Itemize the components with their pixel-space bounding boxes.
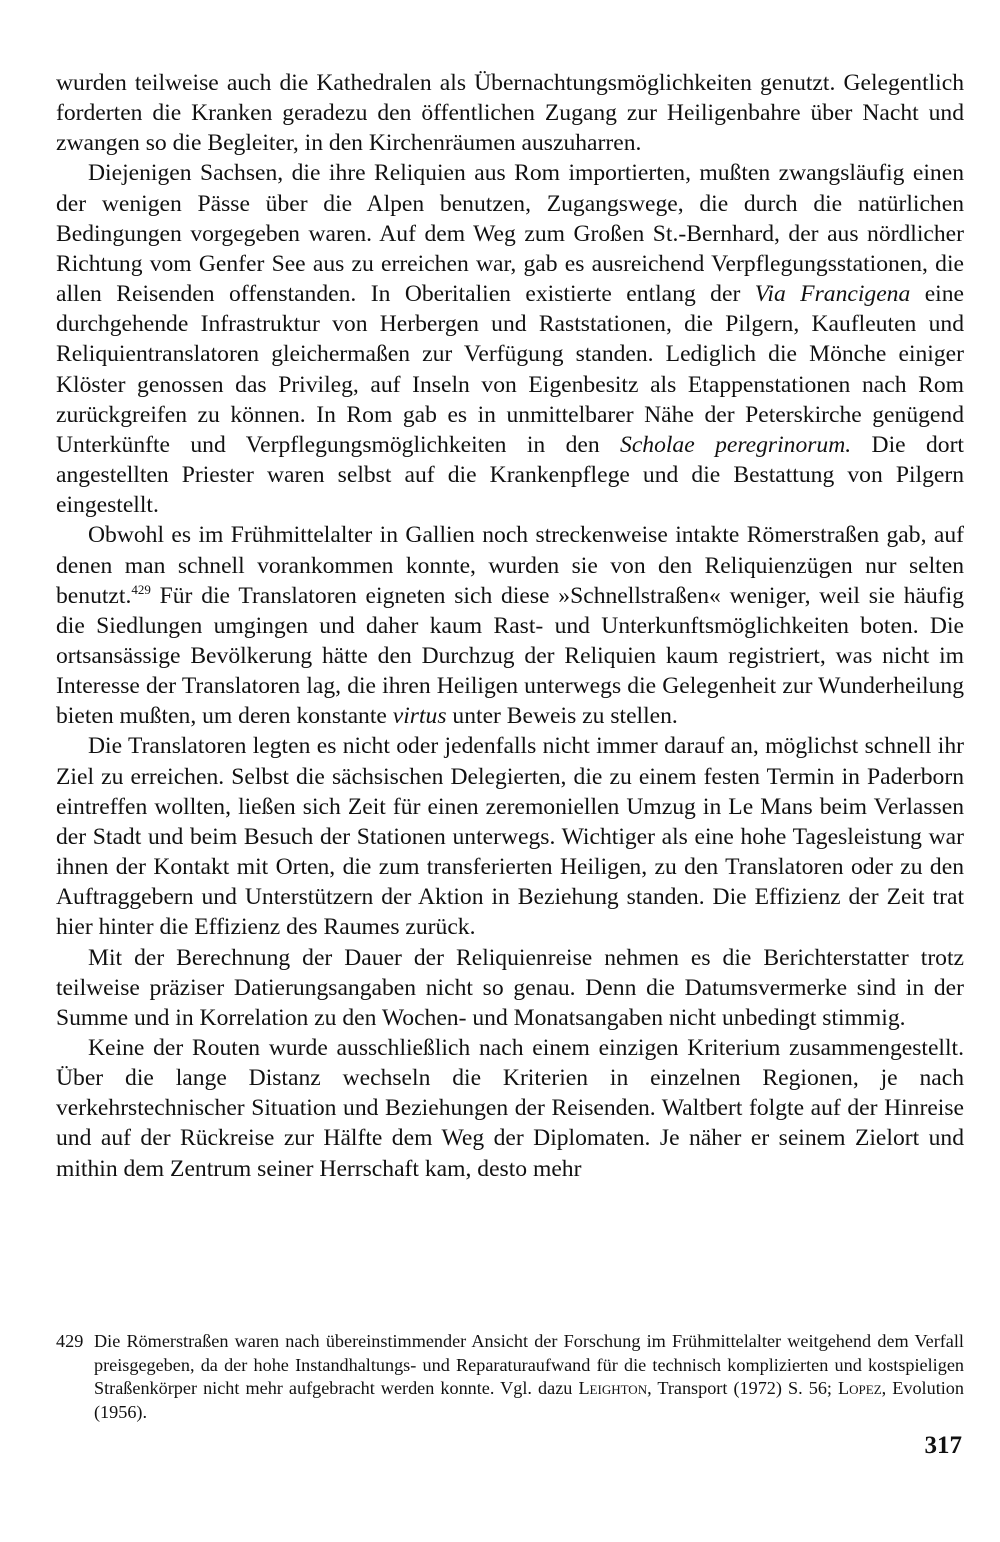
italic-term: Via Francigena <box>754 281 911 308</box>
text-run: , Transport (1972) S. 56; <box>647 1378 839 1399</box>
paragraph: Mit der Berechnung der Dauer der Reliquienreise nehmen es die Berichterstatter trotz teilweise präziser Datierungsangaben nicht so genau. Denn die Datumsvermerke sind in der Summe und in Korrelation zu den Wochen- und Monatsangaben nicht unbedingt stimmig. <box>56 944 964 1031</box>
author-name: Lopez <box>838 1378 882 1399</box>
text-run: , Evolution (1956). <box>94 1378 964 1422</box>
paragraph <box>56 520 964 731</box>
footnote <box>56 1330 964 1424</box>
footnote-area <box>56 1330 964 1424</box>
paragraph <box>56 158 964 520</box>
page-number: 317 <box>924 1432 962 1459</box>
text-run: Obwohl es im Frühmittelalter in Gallien noch streckenweise intakte Römerstraßen gab, auf denen man schnell vorankommen konnte, wurden sie von den Reliquienzügen nur selten benutzt. <box>56 522 964 609</box>
paragraph: Keine der Routen wurde ausschließlich nach einem einzigen Kriterium zusammengestellt. Über die lange Distanz wechseln die Kriterien in einzelnen Regionen, je nach verkehrstechnischer Situation und Beziehungen der Reisenden. Waltbert folgte auf der Hinreise und auf der Rückreise zur Hälfte dem Weg der Diplomaten. Je näher er seinem Zielort und mithin dem Zentrum seiner Herrschaft kam, desto mehr <box>56 1035 964 1182</box>
italic-term: virtus <box>392 703 447 730</box>
text-run: Die Römerstraßen waren nach übereinstimmender Ansicht der Forschung im Frühmittelalter weitgehend dem Verfall preisgegeben, da der hohe Instandhaltungs- und Reparaturaufwand für die technisch komplizierten und kostspieligen Straßenkörper nicht mehr aufgebracht werden konnte. Vgl. dazu <box>94 1331 964 1399</box>
text-run: unter Beweis zu stellen. <box>446 703 678 730</box>
text-run: eine durchgehende Infrastruktur von Herbergen und Raststationen, die Pilgern, Kaufleuten und Reliquientranslatoren gleichermaßen zur Verfügung standen. Lediglich die Mönche einiger Klöster genossen das Privileg, auf Inseln von Eigenbesitz als Etappenstationen nach Rom zurückgreifen zu können. In Rom gab es in unmittelbarer Nähe der Peterskirche genügend Unterkünfte und Verpflegungsmöglichkeiten in den <box>56 281 964 458</box>
text-run: Die dort angestellten Priester waren selbst auf die Krankenpflege und die Bestattung von Pilgern eingestellt. <box>56 431 964 519</box>
author-name: Leighton <box>578 1378 648 1399</box>
paragraph: wurden teilweise auch die Kathedralen als Übernachtungsmöglichkeiten genutzt. Gelegentlich forderten die Kranken geradezu den öffentlichen Zugang zur Heiligenbahre über Nacht und zwangen so die Begleiter, in den Kirchenräumen auszuharren. <box>56 70 964 157</box>
footnote-number: 429 <box>56 1331 84 1351</box>
main-text <box>56 68 964 1184</box>
text-run: Für die Translatoren eigneten sich diese »Schnellstraßen« weniger, weil sie häufig die Siedlungen umgingen und daher kaum Rast- und Unterkunftsmöglichkeiten boten. Die ortsansässige Bevölkerung hätte den Durchzug der Reliquien kaum registriert, was nicht im Interesse der Translatoren lag, die ihren Heiligen unterwegs die Gelegenheit zur Wunderheilung bieten mußten, um deren konstante <box>56 582 964 730</box>
italic-term: Scholae peregrinorum. <box>620 431 852 458</box>
text-run: Diejenigen Sachsen, die ihre Reliquien aus Rom importierten, mußten zwangsläufig einen der wenigen Pässe über die Alpen benutzen, Zugangswege, die durch die natürlichen Bedingungen vorgegeben waren. Auf dem Weg zum Großen St.-Bernhard, der aus nördlicher Richtung vom Genfer See aus zu erreichen war, gab es ausreichend Verpflegungsstationen, die allen Reisenden offenstanden. In Oberitalien existierte entlang der <box>56 160 964 308</box>
footnote-reference: 429 <box>131 581 151 597</box>
paragraph: Die Translatoren legten es nicht oder jedenfalls nicht immer darauf an, möglichst schnell ihr Ziel zu erreichen. Selbst die sächsischen Delegierten, die zu einem festen Termin in Paderborn eintreffen wollten, ließen sich Zeit für einen zeremoniellen Umzug in Le Mans beim Verlassen der Stadt und beim Besuch der Stationen unterwegs. Wichtiger als eine hohe Tagesleistung war ihnen der Kontakt mit Orten, die zum transferierten Heiligen, zu den Translatoren oder zu den Auftraggebern und Unterstützern der Aktion in Beziehung standen. Die Effizienz der Zeit trat hier hinter die Effizienz des Raumes zurück. <box>56 733 964 941</box>
